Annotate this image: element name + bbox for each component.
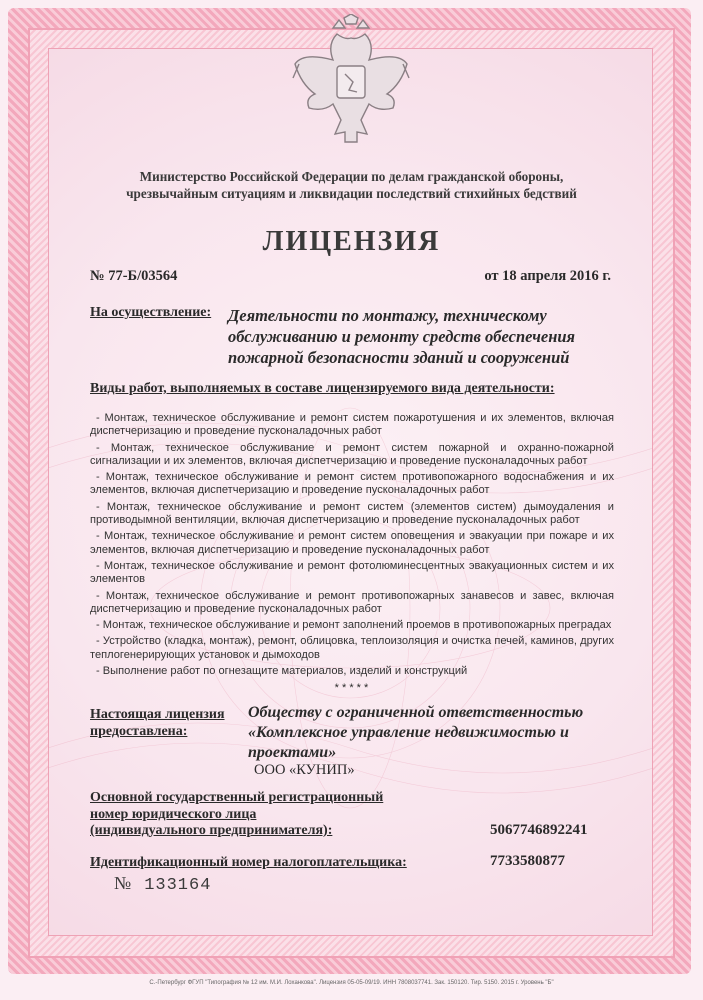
works-heading: Виды работ, выполняемых в составе лицензируемого вида деятельности: (90, 381, 555, 396)
inn-value: 7733580877 (490, 853, 565, 869)
license-date: от 18 апреля 2016 г. (484, 268, 611, 284)
list-item: - Монтаж, техническое обслуживание и ремонт систем (элементов систем) дымоудаления и противодымной вентиляции, включая диспетчеризацию и проведение пусконаладочных работ (90, 500, 614, 527)
ogrn-label-line-3: (индивидуального предпринимателя): (90, 823, 333, 838)
printer-imprint: С.-Петербург ФГУП "Типография № 12 им. М.И. Лоханкова". Лицензия 05-05-09/19. ИНН 7808037741. Зак. 150120. Тир. 5150. 2015 г. Уровень "Б" (149, 980, 554, 986)
list-item: - Монтаж, техническое обслуживание и ремонт противопожарных занавесов и завес, включая диспетчеризацию и проведение пусконаладочных работ (90, 589, 614, 615)
ogrn-value: 5067746892241 (490, 822, 588, 838)
form-serial-number (114, 873, 211, 895)
inn-label: Идентификационный номер налогоплательщика: (90, 855, 407, 870)
list-item: - Монтаж, техническое обслуживание и ремонт фотолюминесцентных эвакуационных систем и их элементов (90, 559, 614, 586)
granted-label (90, 706, 250, 740)
ogrn-label (90, 790, 410, 840)
ministry-line-2: чрезвычайным ситуациям и ликвидации последствий стихийных бедствий (126, 186, 577, 201)
list-item: - Выполнение работ по огнезащите материалов, изделий и конструкций (96, 665, 468, 678)
organization-name: Обществу с ограниченной ответственностью «Комплексное управление недвижимостью и проектами» (248, 704, 584, 761)
license-number: № 77-Б/03564 (90, 268, 178, 284)
activity-label: На осуществление: (90, 305, 212, 320)
granted-label-line-2: предоставлена: (90, 724, 188, 739)
separator: * * * * * (334, 682, 369, 694)
ministry-line-1: Министерство Российской Федерации по делам гражданской обороны, (139, 169, 564, 184)
list-item: - Монтаж, техническое обслуживание и ремонт заполнений проемов в противопожарных преградах (96, 619, 612, 632)
serial-prefix: № (114, 873, 133, 893)
works-list (90, 412, 614, 681)
ogrn-label-line-2: номер юридического лица (90, 806, 257, 822)
list-item: - Монтаж, техническое обслуживание и ремонт систем пожарной и охранно-пожарной сигнализации и их элементов, включая диспетчеризацию и проведение пусконаладочных работ (90, 441, 614, 467)
list-item: - Монтаж, техническое обслуживание и ремонт систем оповещения и эвакуации при пожаре и их элементов, включая диспетчеризацию и проведение пусконаладочных работ (90, 530, 614, 556)
serial-value: 133164 (144, 876, 212, 895)
list-item: - Монтаж, техническое обслуживание и ремонт систем пожаротушения и их элементов, включая диспетчеризацию и проведение пусконаладочных работ (90, 412, 614, 438)
granted-label-line-1: Настоящая лицензия (90, 707, 225, 722)
ogrn-label-line-1: Основной государственный регистрационный (90, 790, 384, 805)
list-item: - Монтаж, техническое обслуживание и ремонт систем противопожарного водоснабжения и их элементов, включая диспетчеризацию и проведение пусконаладочных работ (90, 471, 614, 497)
activity-description: Деятельности по монтажу, техническому обслуживанию и ремонту средств обеспечения пожарной безопасности зданий и сооружений (228, 306, 576, 367)
coat-of-arms-icon (289, 14, 413, 150)
organization-short-name: ООО «КУНИП» (254, 762, 355, 778)
ministry-name (90, 168, 613, 202)
list-item: - Устройство (кладка, монтаж), ремонт, облицовка, теплоизоляция и очистка печей, каминов, других теплогенерирующих установок и дымоходов (90, 635, 614, 661)
document-title: ЛИЦЕНЗИЯ (262, 226, 441, 257)
